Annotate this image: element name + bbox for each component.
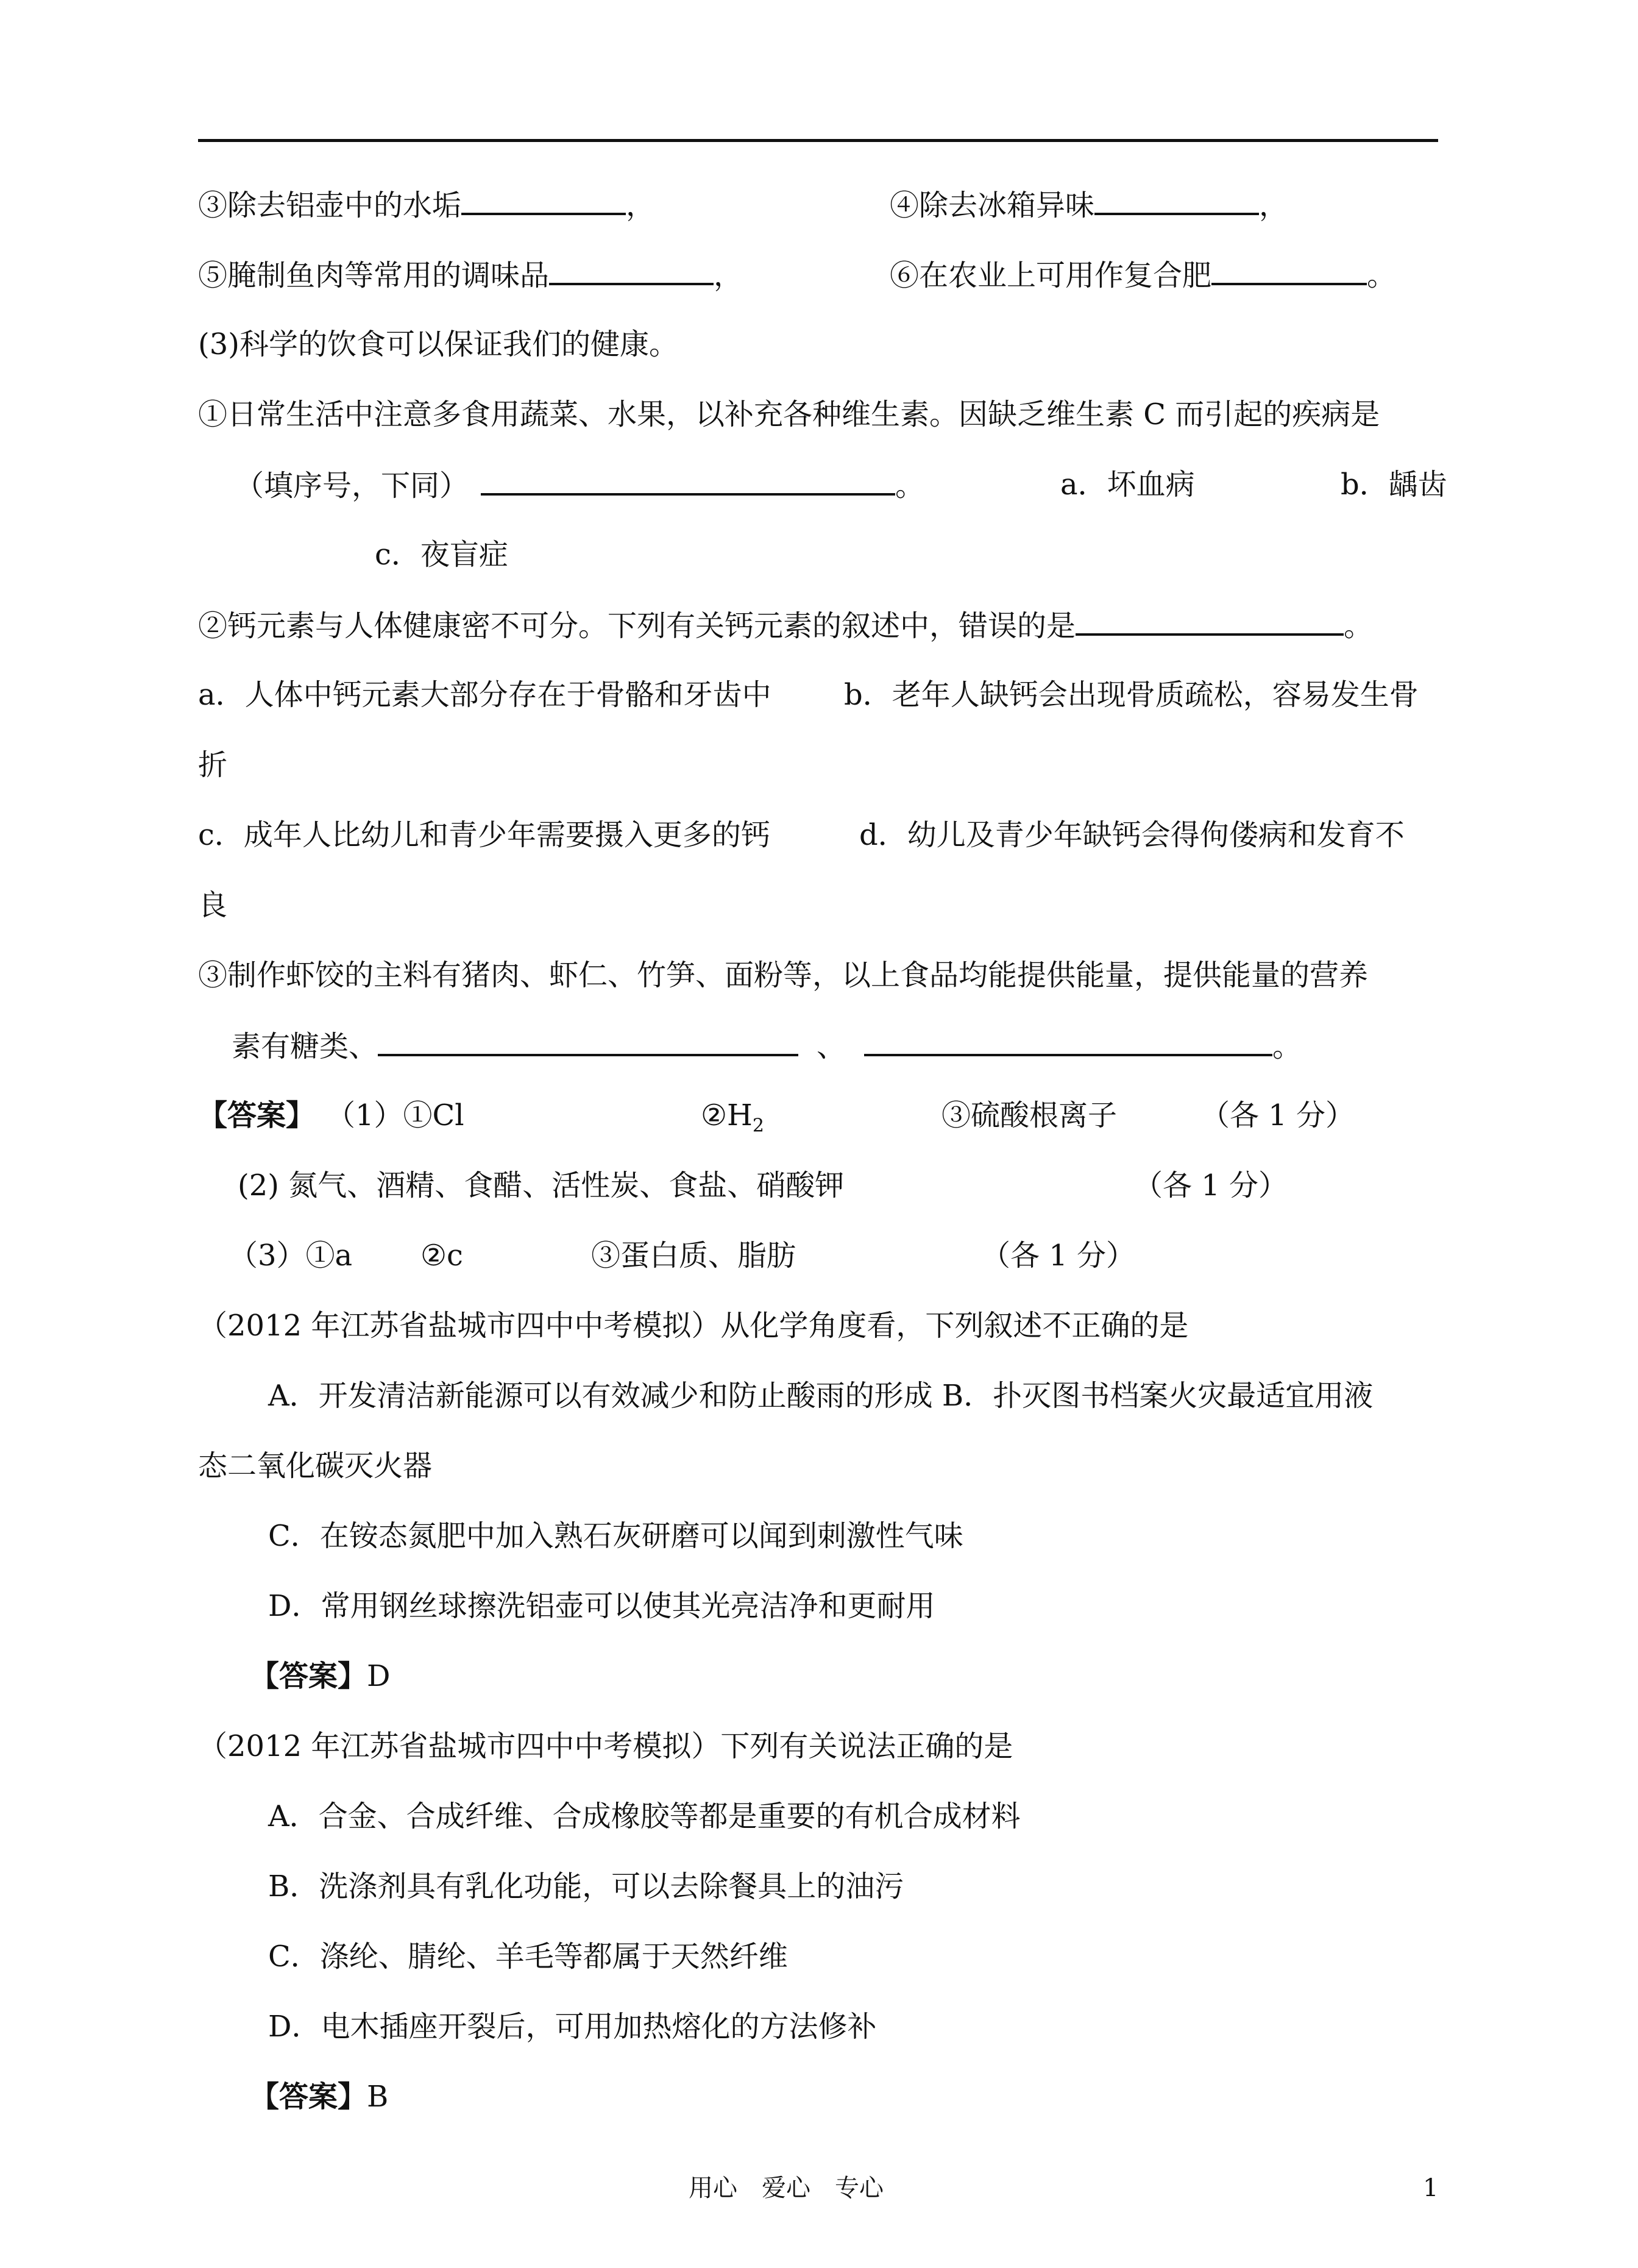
answer1-part1-b: $②H_2$ — [701, 1098, 764, 1137]
answer1-part3-score: （各 1 分） — [981, 1239, 1136, 1273]
q3-s1-option-c: c．夜盲症 — [375, 538, 508, 572]
header-rule — [198, 139, 1438, 142]
q3-s3-stem: ③制作虾饺的主料有猪肉、虾仁、竹笋、面粉等，以上食品均能提供能量，提供能量的营养 — [198, 958, 1369, 992]
answer1-part3-c: ③蛋白质、脂肪 — [591, 1239, 796, 1273]
mc2-option-c: C．涤纶、腈纶、羊毛等都属于天然纤维 — [268, 1939, 788, 1974]
q3-s2-option-c: c．成年人比幼儿和青少年需要摄入更多的钙 — [198, 818, 770, 852]
mc1-answer: 【答案】D — [250, 1659, 391, 1693]
q3-s1-option-b: b．龋齿 — [1341, 467, 1447, 502]
q3-s2-option-d-cont: 良 — [198, 888, 228, 922]
answer1-part1-score: （各 1 分） — [1200, 1098, 1355, 1132]
q3-title: (3)科学的饮食可以保证我们的健康。 — [198, 327, 678, 361]
mc1-option-d: D．常用钢丝球擦洗铝壶可以使其光亮洁净和更耐用 — [268, 1589, 935, 1623]
q2-item3: ③除去铝壶中的水垢 ， — [198, 186, 655, 224]
q2-item5: ⑤腌制鱼肉等常用的调味品 ， — [198, 256, 743, 294]
mc2-answer: 【答案】B — [250, 2080, 389, 2114]
page-number: 1 — [1423, 2174, 1439, 2202]
answer1-part3-b: ②c — [420, 1239, 463, 1273]
footer-motto: 用心 爱心 专心 — [689, 2174, 884, 2202]
answer1-part2: (2) 氮气、酒精、食醋、活性炭、食盐、硝酸钾 — [238, 1168, 845, 1203]
mc1-option-c: C．在铵态氮肥中加入熟石灰研磨可以闻到刺激性气味 — [268, 1519, 963, 1553]
q2-item4: ④除去冰箱异味 ， — [890, 186, 1288, 224]
answer1-part2-score: （各 1 分） — [1133, 1168, 1288, 1203]
q3-s2-option-b-cont: 折 — [198, 748, 228, 782]
answer1-part3-a: （3）①a — [229, 1239, 353, 1273]
mc1-stem: （2012 年江苏省盐城市四中中考模拟）从化学角度看，下列叙述不正确的是 — [198, 1309, 1189, 1343]
mc2-option-b: B．洗涤剂具有乳化功能，可以去除餐具上的油污 — [268, 1869, 904, 1904]
q3-s2-option-b: b．老年人缺钙会出现骨质疏松，容易发生骨 — [844, 678, 1419, 712]
q3-s1-fill: （填序号，下同） 。 — [235, 466, 924, 504]
q3-s2-option-d: d．幼儿及青少年缺钙会得佝偻病和发育不 — [859, 818, 1405, 852]
answer1-part1-a: （1）①Cl — [326, 1098, 464, 1132]
mc2-option-a: A．合金、合成纤维、合成橡胶等都是重要的有机合成材料 — [268, 1799, 1021, 1833]
q3-s1-stem: ①日常生活中注意多食用蔬菜、水果，以补充各种维生素。因缺乏维生素 C 而引起的疾病是 — [198, 397, 1380, 432]
q3-s2-option-a: a．人体中钙元素大部分存在于骨骼和牙齿中 — [198, 678, 771, 712]
answer1-part1-c: ③硫酸根离子 — [941, 1098, 1118, 1132]
q3-s1-option-a: a．坏血病 — [1060, 467, 1195, 502]
mc2-stem: （2012 年江苏省盐城市四中中考模拟）下列有关说法正确的是 — [198, 1729, 1013, 1763]
q2-item6: ⑥在农业上可用作复合肥 。 — [890, 256, 1396, 294]
mc2-option-d: D．电木插座开裂后，可用加热熔化的方法修补 — [268, 2010, 877, 2044]
q3-s3-fill: 素有糖类、 、 。 — [232, 1027, 1302, 1065]
q3-s2-stem: ②钙元素与人体健康密不可分。下列有关钙元素的叙述中，错误的是 。 — [198, 606, 1373, 644]
mc1-option-ab-cont: 态二氧化碳灭火器 — [198, 1449, 433, 1483]
answer1-label: 【答案】 — [198, 1098, 316, 1132]
mc1-option-ab: A．开发清洁新能源可以有效减少和防止酸雨的形成 B．扑灭图书档案火灾最适宜用液 — [268, 1379, 1374, 1413]
